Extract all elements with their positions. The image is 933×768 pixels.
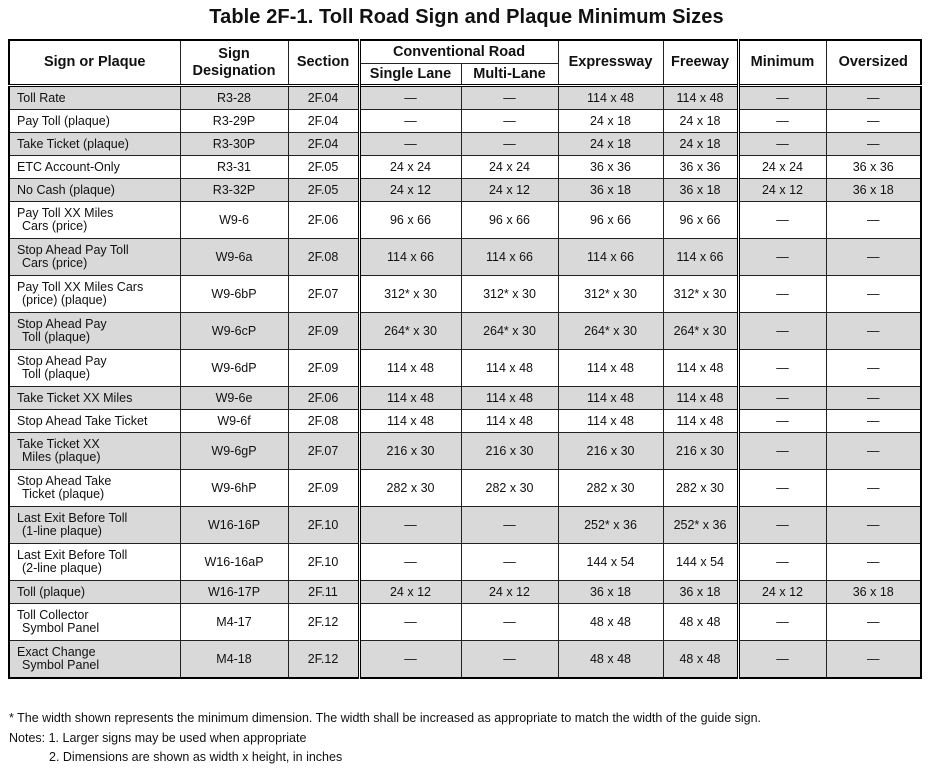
cell-section: 2F.04	[288, 133, 359, 156]
sign-name-line: Pay Toll XX Miles Cars	[17, 280, 144, 294]
cell-minimum: —	[738, 202, 826, 239]
table-row	[9, 544, 921, 581]
cell-minimum: —	[738, 470, 826, 507]
cell-minimum: —	[738, 410, 826, 433]
cell-sign-name	[9, 581, 180, 604]
cell-expressway: 114 x 48	[558, 350, 663, 387]
table-row	[9, 276, 921, 313]
cell-designation: R3-31	[180, 156, 288, 179]
table-row	[9, 507, 921, 544]
cell-designation: M4-17	[180, 604, 288, 641]
cell-designation: R3-32P	[180, 179, 288, 202]
header-sign-designation	[180, 40, 288, 86]
header-single-lane: Single Lane	[359, 64, 461, 86]
cell-oversized: —	[826, 202, 921, 239]
cell-multi-lane: 24 x 24	[461, 156, 558, 179]
cell-multi-lane: 24 x 12	[461, 581, 558, 604]
cell-section: 2F.12	[288, 641, 359, 679]
cell-designation: R3-30P	[180, 133, 288, 156]
cell-multi-lane: 264* x 30	[461, 313, 558, 350]
cell-sign-name	[9, 470, 180, 507]
table-row	[9, 350, 921, 387]
cell-single-lane: 264* x 30	[359, 313, 461, 350]
cell-single-lane: 312* x 30	[359, 276, 461, 313]
cell-expressway: 96 x 66	[558, 202, 663, 239]
cell-oversized: —	[826, 507, 921, 544]
cell-sign-name	[9, 350, 180, 387]
cell-sign-name	[9, 387, 180, 410]
cell-expressway: 312* x 30	[558, 276, 663, 313]
sign-name-line: (1-line plaque)	[22, 524, 102, 538]
cell-expressway: 24 x 18	[558, 110, 663, 133]
cell-minimum: —	[738, 110, 826, 133]
cell-sign-name	[9, 313, 180, 350]
cell-oversized: —	[826, 641, 921, 679]
cell-multi-lane: —	[461, 604, 558, 641]
cell-freeway: 114 x 48	[663, 410, 738, 433]
cell-freeway: 216 x 30	[663, 433, 738, 470]
table-row	[9, 133, 921, 156]
cell-section: 2F.07	[288, 276, 359, 313]
footnote: * The width shown represents the minimum dimension. The width shall be increased as appropriate to match the width of the guide sign.	[9, 711, 762, 725]
cell-designation: W9-6	[180, 202, 288, 239]
cell-minimum: —	[738, 350, 826, 387]
cell-section: 2F.04	[288, 86, 359, 110]
table-row	[9, 604, 921, 641]
cell-multi-lane: 282 x 30	[461, 470, 558, 507]
cell-freeway: 36 x 18	[663, 581, 738, 604]
cell-designation: W9-6hP	[180, 470, 288, 507]
cell-oversized: —	[826, 133, 921, 156]
cell-minimum: —	[738, 239, 826, 276]
cell-oversized: —	[826, 350, 921, 387]
sign-name-line: Stop Ahead Take Ticket	[17, 413, 148, 428]
cell-multi-lane: —	[461, 507, 558, 544]
cell-freeway: 48 x 48	[663, 604, 738, 641]
sign-name-line: Symbol Panel	[22, 621, 100, 635]
sign-name-line: Last Exit Before Toll	[17, 548, 128, 562]
cell-expressway: 48 x 48	[558, 604, 663, 641]
table-row	[9, 387, 921, 410]
sign-name-line: No Cash (plaque)	[17, 182, 115, 197]
table-row	[9, 433, 921, 470]
sign-name-line: Exact Change	[17, 645, 96, 659]
cell-section: 2F.09	[288, 350, 359, 387]
table-header	[9, 40, 921, 86]
cell-section: 2F.12	[288, 604, 359, 641]
sign-name-line: Toll Rate	[17, 90, 66, 105]
table-row	[9, 470, 921, 507]
header-sign-or-plaque: Sign or Plaque	[9, 40, 180, 86]
cell-oversized: —	[826, 239, 921, 276]
cell-sign-name	[9, 86, 180, 110]
cell-expressway: 114 x 66	[558, 239, 663, 276]
cell-multi-lane: 114 x 48	[461, 387, 558, 410]
cell-multi-lane: —	[461, 641, 558, 679]
note-2: 2. Dimensions are shown as width x height, in inches	[49, 750, 343, 764]
cell-designation: W9-6f	[180, 410, 288, 433]
cell-oversized: —	[826, 387, 921, 410]
header-minimum: Minimum	[738, 40, 826, 86]
cell-designation: W16-17P	[180, 581, 288, 604]
cell-multi-lane: —	[461, 86, 558, 110]
cell-section: 2F.08	[288, 239, 359, 276]
cell-oversized: —	[826, 86, 921, 110]
cell-minimum: —	[738, 507, 826, 544]
sign-name-line: Take Ticket XX Miles	[17, 390, 133, 405]
table-row	[9, 110, 921, 133]
sign-name-line: Toll (plaque)	[22, 330, 91, 344]
cell-sign-name	[9, 641, 180, 679]
cell-designation: W9-6a	[180, 239, 288, 276]
cell-minimum: —	[738, 433, 826, 470]
cell-expressway: 282 x 30	[558, 470, 663, 507]
cell-sign-name	[9, 156, 180, 179]
cell-oversized: —	[826, 276, 921, 313]
sign-name-line: (2-line plaque)	[22, 561, 102, 575]
cell-sign-name	[9, 239, 180, 276]
header-multi-lane: Multi-Lane	[461, 64, 558, 86]
cell-oversized: —	[826, 433, 921, 470]
cell-expressway: 114 x 48	[558, 387, 663, 410]
table-row	[9, 410, 921, 433]
cell-freeway: 36 x 18	[663, 179, 738, 202]
cell-single-lane: —	[359, 641, 461, 679]
cell-multi-lane: 114 x 48	[461, 350, 558, 387]
cell-sign-name	[9, 433, 180, 470]
cell-minimum: —	[738, 86, 826, 110]
cell-single-lane: —	[359, 507, 461, 544]
cell-designation: R3-28	[180, 86, 288, 110]
cell-designation: W16-16aP	[180, 544, 288, 581]
cell-single-lane: 24 x 24	[359, 156, 461, 179]
cell-single-lane: 114 x 48	[359, 410, 461, 433]
sign-name-line: Ticket (plaque)	[22, 487, 105, 501]
cell-single-lane: 24 x 12	[359, 581, 461, 604]
cell-designation: W9-6cP	[180, 313, 288, 350]
cell-expressway: 48 x 48	[558, 641, 663, 679]
header-conventional-road: Conventional Road	[359, 40, 558, 64]
cell-section: 2F.09	[288, 313, 359, 350]
sign-name-line: Stop Ahead Take	[17, 474, 112, 488]
cell-designation: R3-29P	[180, 110, 288, 133]
cell-minimum: —	[738, 313, 826, 350]
sign-name-line: Last Exit Before Toll	[17, 511, 128, 525]
cell-single-lane: —	[359, 133, 461, 156]
table-row	[9, 202, 921, 239]
header-expressway: Expressway	[558, 40, 663, 86]
cell-expressway: 144 x 54	[558, 544, 663, 581]
cell-minimum: —	[738, 133, 826, 156]
cell-oversized: —	[826, 410, 921, 433]
cell-sign-name	[9, 507, 180, 544]
cell-oversized: 36 x 18	[826, 179, 921, 202]
cell-section: 2F.10	[288, 544, 359, 581]
cell-single-lane: 24 x 12	[359, 179, 461, 202]
cell-section: 2F.05	[288, 156, 359, 179]
cell-minimum: 24 x 12	[738, 179, 826, 202]
cell-minimum: —	[738, 604, 826, 641]
table-row	[9, 156, 921, 179]
cell-designation: W9-6bP	[180, 276, 288, 313]
cell-multi-lane: 216 x 30	[461, 433, 558, 470]
cell-multi-lane: 114 x 66	[461, 239, 558, 276]
cell-multi-lane: 96 x 66	[461, 202, 558, 239]
cell-single-lane: 216 x 30	[359, 433, 461, 470]
table-body	[9, 86, 921, 679]
table-row	[9, 179, 921, 202]
table-row	[9, 581, 921, 604]
cell-section: 2F.11	[288, 581, 359, 604]
cell-sign-name	[9, 179, 180, 202]
cell-section: 2F.06	[288, 202, 359, 239]
cell-single-lane: —	[359, 86, 461, 110]
cell-oversized: —	[826, 110, 921, 133]
cell-sign-name	[9, 202, 180, 239]
cell-sign-name	[9, 604, 180, 641]
cell-multi-lane: —	[461, 110, 558, 133]
header-freeway: Freeway	[663, 40, 738, 86]
cell-sign-name	[9, 544, 180, 581]
sign-name-line: ETC Account-Only	[17, 159, 120, 174]
cell-minimum: 24 x 12	[738, 581, 826, 604]
cell-designation: W16-16P	[180, 507, 288, 544]
cell-freeway: 24 x 18	[663, 133, 738, 156]
sign-name-line: Toll (plaque)	[17, 584, 86, 599]
cell-oversized: —	[826, 313, 921, 350]
cell-expressway: 36 x 18	[558, 179, 663, 202]
cell-section: 2F.04	[288, 110, 359, 133]
cell-section: 2F.07	[288, 433, 359, 470]
cell-minimum: —	[738, 544, 826, 581]
cell-single-lane: —	[359, 110, 461, 133]
cell-section: 2F.05	[288, 179, 359, 202]
table-row	[9, 86, 921, 110]
cell-expressway: 252* x 36	[558, 507, 663, 544]
table-row	[9, 239, 921, 276]
sign-name-line: Miles (plaque)	[22, 450, 101, 464]
cell-expressway: 216 x 30	[558, 433, 663, 470]
cell-expressway: 24 x 18	[558, 133, 663, 156]
cell-designation: W9-6e	[180, 387, 288, 410]
cell-multi-lane: 24 x 12	[461, 179, 558, 202]
table-notes	[9, 709, 761, 768]
sign-name-line: Cars (price)	[22, 219, 88, 233]
cell-sign-name	[9, 410, 180, 433]
cell-oversized: —	[826, 544, 921, 581]
cell-multi-lane: 312* x 30	[461, 276, 558, 313]
cell-section: 2F.08	[288, 410, 359, 433]
header-sign-designation-line1: Sign	[218, 45, 250, 62]
cell-multi-lane: —	[461, 133, 558, 156]
cell-freeway: 114 x 48	[663, 387, 738, 410]
cell-freeway: 24 x 18	[663, 110, 738, 133]
cell-freeway: 48 x 48	[663, 641, 738, 679]
cell-sign-name	[9, 276, 180, 313]
cell-freeway: 264* x 30	[663, 313, 738, 350]
sign-name-line: Stop Ahead Pay	[17, 317, 107, 331]
table-row	[9, 641, 921, 679]
sign-name-line: Take Ticket XX	[17, 437, 100, 451]
cell-single-lane: —	[359, 604, 461, 641]
sign-name-line: Symbol Panel	[22, 658, 100, 672]
header-oversized: Oversized	[826, 40, 921, 86]
cell-designation: W9-6dP	[180, 350, 288, 387]
cell-freeway: 312* x 30	[663, 276, 738, 313]
cell-section: 2F.06	[288, 387, 359, 410]
cell-single-lane: —	[359, 544, 461, 581]
sign-name-line: Toll (plaque)	[22, 367, 91, 381]
cell-freeway: 36 x 36	[663, 156, 738, 179]
cell-multi-lane: —	[461, 544, 558, 581]
sign-name-line: Toll Collector	[17, 608, 89, 622]
cell-freeway: 114 x 48	[663, 350, 738, 387]
sign-name-line: Cars (price)	[22, 256, 88, 270]
cell-sign-name	[9, 133, 180, 156]
cell-freeway: 114 x 66	[663, 239, 738, 276]
cell-oversized: —	[826, 470, 921, 507]
cell-single-lane: 114 x 66	[359, 239, 461, 276]
sign-name-line: (price) (plaque)	[22, 293, 107, 307]
sign-size-table	[8, 39, 922, 679]
cell-freeway: 252* x 36	[663, 507, 738, 544]
cell-oversized: —	[826, 604, 921, 641]
cell-designation: M4-18	[180, 641, 288, 679]
cell-designation: W9-6gP	[180, 433, 288, 470]
cell-freeway: 144 x 54	[663, 544, 738, 581]
cell-sign-name	[9, 110, 180, 133]
sign-name-line: Take Ticket (plaque)	[17, 136, 129, 151]
sign-name-line: Stop Ahead Pay	[17, 354, 107, 368]
cell-section: 2F.10	[288, 507, 359, 544]
cell-minimum: —	[738, 276, 826, 313]
cell-expressway: 264* x 30	[558, 313, 663, 350]
cell-oversized: 36 x 36	[826, 156, 921, 179]
cell-single-lane: 114 x 48	[359, 387, 461, 410]
header-sign-designation-line2: Designation	[192, 62, 276, 79]
cell-minimum: —	[738, 387, 826, 410]
cell-expressway: 114 x 48	[558, 410, 663, 433]
sign-name-line: Pay Toll (plaque)	[17, 113, 110, 128]
note-1: Notes: 1. Larger signs may be used when appropriate	[9, 730, 307, 745]
cell-freeway: 96 x 66	[663, 202, 738, 239]
cell-multi-lane: 114 x 48	[461, 410, 558, 433]
cell-expressway: 36 x 36	[558, 156, 663, 179]
cell-minimum: 24 x 24	[738, 156, 826, 179]
cell-minimum: —	[738, 641, 826, 679]
cell-single-lane: 282 x 30	[359, 470, 461, 507]
cell-freeway: 114 x 48	[663, 86, 738, 110]
cell-oversized: 36 x 18	[826, 581, 921, 604]
cell-section: 2F.09	[288, 470, 359, 507]
header-section: Section	[288, 40, 359, 86]
cell-freeway: 282 x 30	[663, 470, 738, 507]
cell-expressway: 114 x 48	[558, 86, 663, 110]
sign-name-line: Stop Ahead Pay Toll	[17, 243, 129, 257]
cell-single-lane: 114 x 48	[359, 350, 461, 387]
table-container	[8, 39, 920, 679]
table-title: Table 2F-1. Toll Road Sign and Plaque Minimum Sizes	[209, 6, 724, 28]
table-row	[9, 313, 921, 350]
cell-single-lane: 96 x 66	[359, 202, 461, 239]
sign-name-line: Pay Toll XX Miles	[17, 206, 114, 220]
cell-expressway: 36 x 18	[558, 581, 663, 604]
